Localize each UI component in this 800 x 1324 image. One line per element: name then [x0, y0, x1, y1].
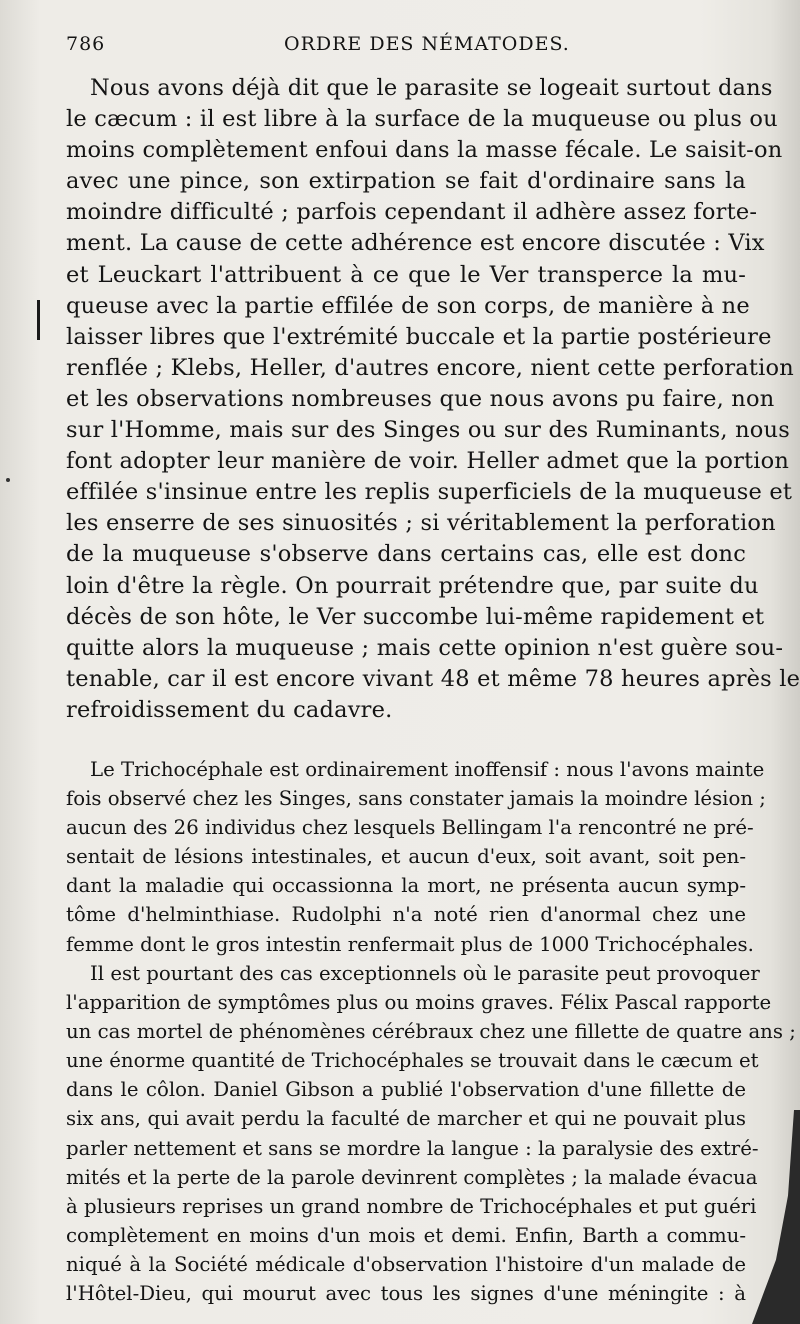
text-line: et les observations nombreuses que nous avons pu faire, non [66, 385, 775, 412]
text-line: femme dont le gros intestin renfermait plus de 1000 Trichocéphales. [66, 932, 754, 956]
text-line: effilée s'insinue entre les replis superficiels de la muqueuse et [66, 479, 793, 506]
text-line: loin d'être la règle. On pourrait prétendre que, par suite du [66, 572, 759, 599]
text-line: quitte alors la muqueuse ; mais cette opinion n'est guère sou- [66, 634, 784, 661]
paragraph-1 [66, 73, 800, 726]
text-line: dant la maladie qui occassionna la mort, ne présenta aucun symp- [66, 874, 746, 898]
text-line: l'Hôtel-Dieu, qui mourut avec tous les signes d'une méningite : à [66, 1282, 746, 1306]
margin-mark [37, 300, 40, 340]
text-line: décès de son hôte, le Ver succombe lui-même rapidement et [66, 603, 765, 630]
text-line: tôme d'helminthiase. Rudolphi n'a noté rien d'anormal chez une [66, 903, 746, 927]
text-line: et Leuckart l'attribuent à ce que le Ver transperce la mu- [66, 261, 746, 288]
text-line: sentait de lésions intestinales, et aucun d'eux, soit avant, soit pen- [66, 845, 746, 869]
page-header [66, 33, 726, 63]
text-line: le cæcum : il est libre à la surface de la muqueuse ou plus ou [66, 106, 778, 133]
margin-dot [6, 478, 10, 482]
text-line: Il est pourtant des cas exceptionnels où le parasite peut provoquer [90, 962, 760, 985]
text-line: refroidissement du cadavre. [66, 696, 393, 723]
text-line: renflée ; Klebs, Heller, d'autres encore, nient cette perforation [66, 354, 794, 381]
text-line: Nous avons déjà dit que le parasite se logeait surtout dans [90, 75, 773, 101]
text-line: une énorme quantité de Trichocéphales se trouvait dans le cæcum et [66, 1049, 759, 1073]
running-title: ORDRE DES NÉMATODES. [284, 33, 570, 55]
text-line: queuse avec la partie effilée de son corps, de manière à ne [66, 292, 750, 319]
text-line: niqué à la Société médicale d'observation l'histoire d'un malade de [66, 1252, 746, 1276]
text-line: à plusieurs reprises un grand nombre de Trichocéphales et put guéri [66, 1194, 757, 1218]
text-line: moins complètement enfoui dans la masse fécale. Le saisit-on [66, 137, 783, 164]
text-line: les enserre de ses sinuosités ; si véritablement la perforation [66, 510, 776, 537]
text-line: moindre difficulté ; parfois cependant il adhère assez forte- [66, 199, 758, 226]
text-line: un cas mortel de phénomènes cérébraux chez une fillette de quatre ans ; [66, 1020, 796, 1044]
paragraph-2 [66, 755, 766, 959]
text-line: Le Trichocéphale est ordinairement inoffensif : nous l'avons mainte [90, 758, 765, 781]
text-line: aucun des 26 individus chez lesquels Bellingam l'a rencontré ne pré- [66, 816, 754, 840]
text-line: laisser libres que l'extrémité buccale et la partie postérieure [66, 323, 772, 350]
text-line: mités et la perte de la parole devinrent complètes ; la malade évacua [66, 1165, 758, 1189]
text-line: parler nettement et sans se mordre la langue : la paralysie des extré- [66, 1136, 759, 1160]
text-line: ment. La cause de cette adhérence est encore discutée : Vix [66, 230, 765, 257]
text-line: avec une pince, son extirpation se fait d'ordinaire sans la [66, 168, 746, 195]
paragraph-3 [66, 959, 796, 1308]
page-number: 786 [66, 33, 106, 55]
text-line: sur l'Homme, mais sur des Singes ou sur des Ruminants, nous [66, 417, 790, 444]
text-line: dans le côlon. Daniel Gibson a publié l'observation d'une fillette de [66, 1078, 746, 1102]
text-line: font adopter leur manière de voir. Heller admet que la portion [66, 448, 790, 475]
text-line: complètement en moins d'un mois et demi. Enfin, Barth a commu- [66, 1223, 746, 1247]
text-line: l'apparition de symptômes plus ou moins graves. Félix Pascal rapporte [66, 991, 772, 1015]
text-line: six ans, qui avait perdu la faculté de marcher et qui ne pouvait plus [66, 1107, 746, 1131]
text-line: tenable, car il est encore vivant 48 et même 78 heures après le [66, 665, 800, 692]
text-line: fois observé chez les Singes, sans constater jamais la moindre lésion ; [66, 787, 766, 811]
text-line: de la muqueuse s'observe dans certains cas, elle est donc [66, 541, 746, 568]
